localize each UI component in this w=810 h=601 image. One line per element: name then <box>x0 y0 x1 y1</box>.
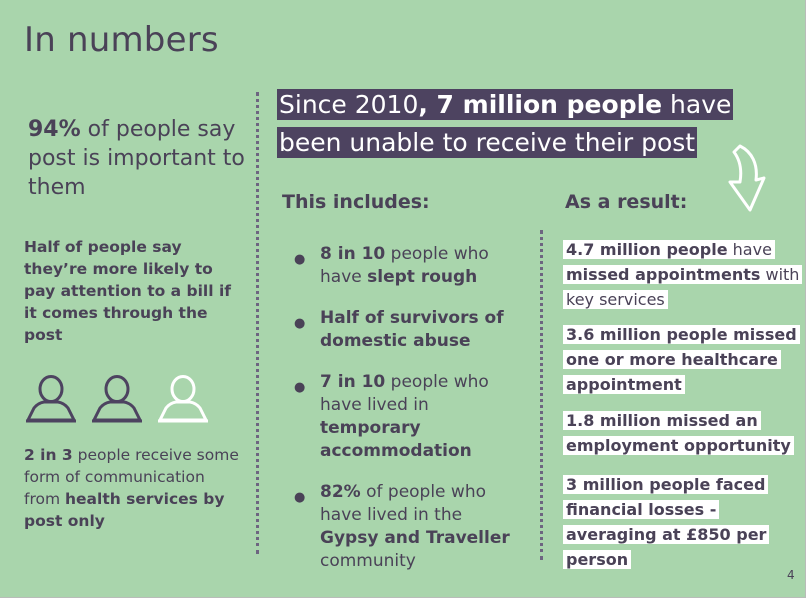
right-divider <box>540 230 543 560</box>
result-employment <box>563 408 803 458</box>
list-item <box>282 481 522 573</box>
includes-list <box>282 243 522 591</box>
result-bold-2: missed appointments <box>566 265 761 284</box>
result-financial-text <box>563 475 769 569</box>
result-text: have <box>727 240 772 259</box>
bullet-icon: ● <box>294 316 306 331</box>
result-appointments <box>563 237 803 312</box>
result-employment-bold: 1.8 million missed an employment opportunity <box>566 411 791 455</box>
list-item <box>282 307 522 353</box>
result-heading: As a result: <box>565 191 688 213</box>
list-item <box>282 243 522 289</box>
headline-line2: been unable to receive their post <box>279 128 696 157</box>
result-healthcare-bold: 3.6 million people missed one or more healthcare appointment <box>566 325 797 394</box>
stat-2in3-bold: 2 in 3 <box>24 446 73 464</box>
left-divider <box>256 92 259 554</box>
bullet-icon: ● <box>294 380 306 395</box>
item-text: people who have lived in <box>320 372 489 415</box>
bullet-icon: ● <box>294 490 306 505</box>
item-text: of people who have lived in the <box>320 482 487 525</box>
result-employment-text <box>563 411 794 455</box>
bullet-icon: ● <box>294 252 306 267</box>
stat-2in3-text: people receive some form of communication from <box>24 446 239 508</box>
item-text: people who have <box>320 244 489 287</box>
headline-bold: , 7 million people <box>418 90 663 119</box>
item-bold-end: Gypsy and Traveller <box>320 528 510 548</box>
headline-since: Since 2010 <box>279 90 419 119</box>
result-healthcare <box>563 322 803 397</box>
stat-post-important <box>28 115 253 202</box>
item-bold: 8 in 10 <box>320 244 386 264</box>
result-healthcare-text <box>563 325 800 394</box>
person-icon <box>90 374 144 424</box>
item-bold: 7 in 10 <box>320 372 386 392</box>
result-text-end: with key services <box>566 265 800 309</box>
list-item <box>282 371 522 463</box>
item-bold-end: slept rough <box>367 267 478 287</box>
person-icon <box>24 374 78 424</box>
item-text-end: community <box>320 551 416 571</box>
stat-2in3-bold-end: health services by post only <box>24 490 225 530</box>
result-financial-bold: 3 million people faced financial losses - averaging at £850 per person <box>566 475 767 569</box>
headline-have: have <box>662 90 732 119</box>
result-financial <box>563 472 803 572</box>
headline-line1 <box>277 89 733 120</box>
people-icons <box>24 374 210 424</box>
person-icon <box>156 374 210 424</box>
stat-two-in-three <box>24 444 239 532</box>
stat-94-text: of people say post is important to them <box>28 117 245 200</box>
item-bold: 82% <box>320 482 361 502</box>
page-title: In numbers <box>24 20 219 60</box>
page-number: 4 <box>787 568 795 582</box>
headline <box>277 86 747 162</box>
curved-arrow-icon <box>726 140 770 216</box>
result-appointments-text <box>563 240 802 309</box>
stat-half-bill: Half of people say they’re more likely to pay attention to a bill if it comes through the post <box>24 238 232 344</box>
result-bold: 4.7 million people <box>566 240 728 259</box>
includes-heading: This includes: <box>282 191 430 213</box>
item-bold: Half of survivors of domestic abuse <box>320 308 504 351</box>
item-bold-end: temporary accommodation <box>320 418 472 461</box>
stat-94-percent: 94% <box>28 117 81 142</box>
